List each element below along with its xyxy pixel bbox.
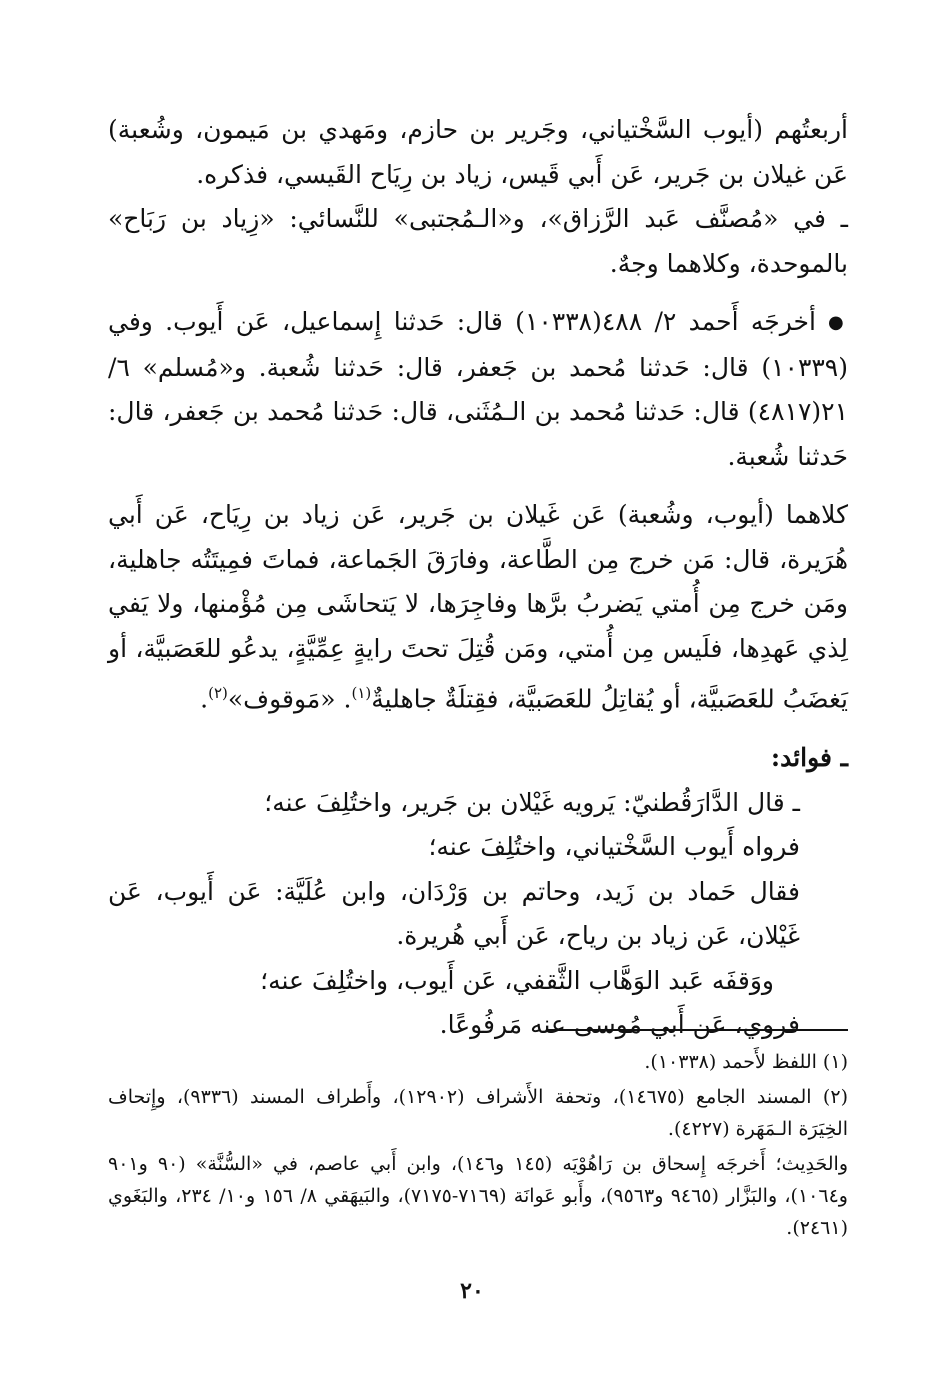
page-number: ٢٠ xyxy=(460,1278,484,1304)
matn-end: . xyxy=(200,684,209,714)
fawaid-line-2: فرواه أَيوب السَّخْتياني، واختُلِفَ عنه؛ xyxy=(428,832,800,862)
main-text xyxy=(108,108,848,1048)
fawaid-line-4: ووَقفَه عَبد الوَهَّاب الثَّقفي، عَن أَيوب، واختُلِفَ عنه؛ xyxy=(260,965,774,995)
footnotes xyxy=(108,1046,848,1247)
fawaid-heading: ـ فوائد: xyxy=(770,743,848,773)
footnote-2: (٢) المسند الجامع (١٤٦٧٥)، وتحفة الأَشراف (١٢٩٠٢)، وأَطراف المسند (٩٣٣٦)، وإِتحاف الخِيَرَة الـمَهَرة (٤٢٢٧). xyxy=(108,1086,848,1140)
footnote-divider xyxy=(548,1029,848,1031)
matn-paragraph xyxy=(108,493,848,722)
isnad-paragraph: أربعتُهم (أيوب السَّخْتياني، وجَرير بن حازم، ومَهدي بن مَيمون، وشُعبة) عَن غيلان بن جَرير، عَن أَبي قَيس، زياد بن رِيَاح القَيسي، فذكره. xyxy=(108,115,848,189)
matn-text: كلاهما (أيوب، وشُعبة) عَن غَيلان بن جَرير، عَن زياد بن رِيَاح، عَن أَبي هُرَيرة، قال: مَن خرج مِن الطَّاعة، وفارَقَ الجَماعة، فماتَ فمِيتَتُه جاهلية، ومَن خرج مِن أُمتي يَضربُ برَّها وفاجِرَها، لا يَتحاشَى مِن مُؤْمنها، ولا يَفي لِذي عَهدِها، فلَيس مِن أُمتي، ومَن قُتِلَ تحتَ رايةٍ عِمِّيَّةٍ، يدعُو للعَصَبيَّة، أو يَغضَبُ للعَصَبيَّة، أو يُقاتِلُ للعَصَبيَّة، فقِتلَةٌ جاهليةٌ xyxy=(108,500,848,714)
footnote-ref-1[interactable]: (١) xyxy=(351,684,372,703)
mawquf-label: . «مَوقوف» xyxy=(227,684,352,714)
footnote-ref-2[interactable]: (٢) xyxy=(208,684,228,703)
variant-note: ـ في «مُصنَّف عَبد الرَّزاق»، و«الـمُجتبى» للنَّسائي: «زِياد بن رَبَاح» بالموحدة، وكلاهما وجهٌ. xyxy=(108,204,848,278)
takhrij-paragraph: ● أخرجَه أَحمد ٢/ ٤٨٨(١٠٣٣٨) قال: حَدثنا إِسماعيل، عَن أَيوب. وفي (١٠٣٣٩) قال: حَدثنا مُحمد بن جَعفر، قال: حَدثنا شُعبة. و«مُسلم» ٦/ ٢١(٤٨١٧) قال: حَدثنا مُحمد بن الـمُثَنى، قال: حَدثنا مُحمد بن جَعفر، قال: حَدثنا شُعبة. xyxy=(108,300,848,479)
fawaid-line-1: ـ قال الدَّارَقُطنيّ: يَرويه غَيْلان بن جَرير، واختُلِفَ عنه؛ xyxy=(264,787,800,817)
fawaid-line-5: فروي، عَن أَبي مُوسى عنه مَرفُوعًا. xyxy=(439,1010,800,1040)
footnote-1: (١) اللفظ لأَحمد (١٠٣٣٨). xyxy=(644,1051,848,1073)
footnote-3: والحَدِيث؛ أَخرجَه إِسحاق بن رَاهُوْيَه (١٤٥ و١٤٦)، وابن أَبي عاصم، في «السُّنَّة» (٩٠ و٩٠١ و١٠٦٤)، والبَزَّار (٩٤٦٥ و٩٥٦٣)، وأَبو عَوانَة (٧١٦٩-٧١٧٥)، والبَيهَقي ٨/ ١٥٦ و١٠/ ٢٣٤، والبَغَوي (٢٤٦١). xyxy=(108,1153,849,1239)
fawaid-line-3: فقال حَماد بن زَيد، وحاتم بن وَرْدَان، وابن عُلَيَّة: عَن أَيوب، عَن غَيْلان، عَن زياد بن رياح، عَن أَبي هُريرة. xyxy=(108,876,800,951)
